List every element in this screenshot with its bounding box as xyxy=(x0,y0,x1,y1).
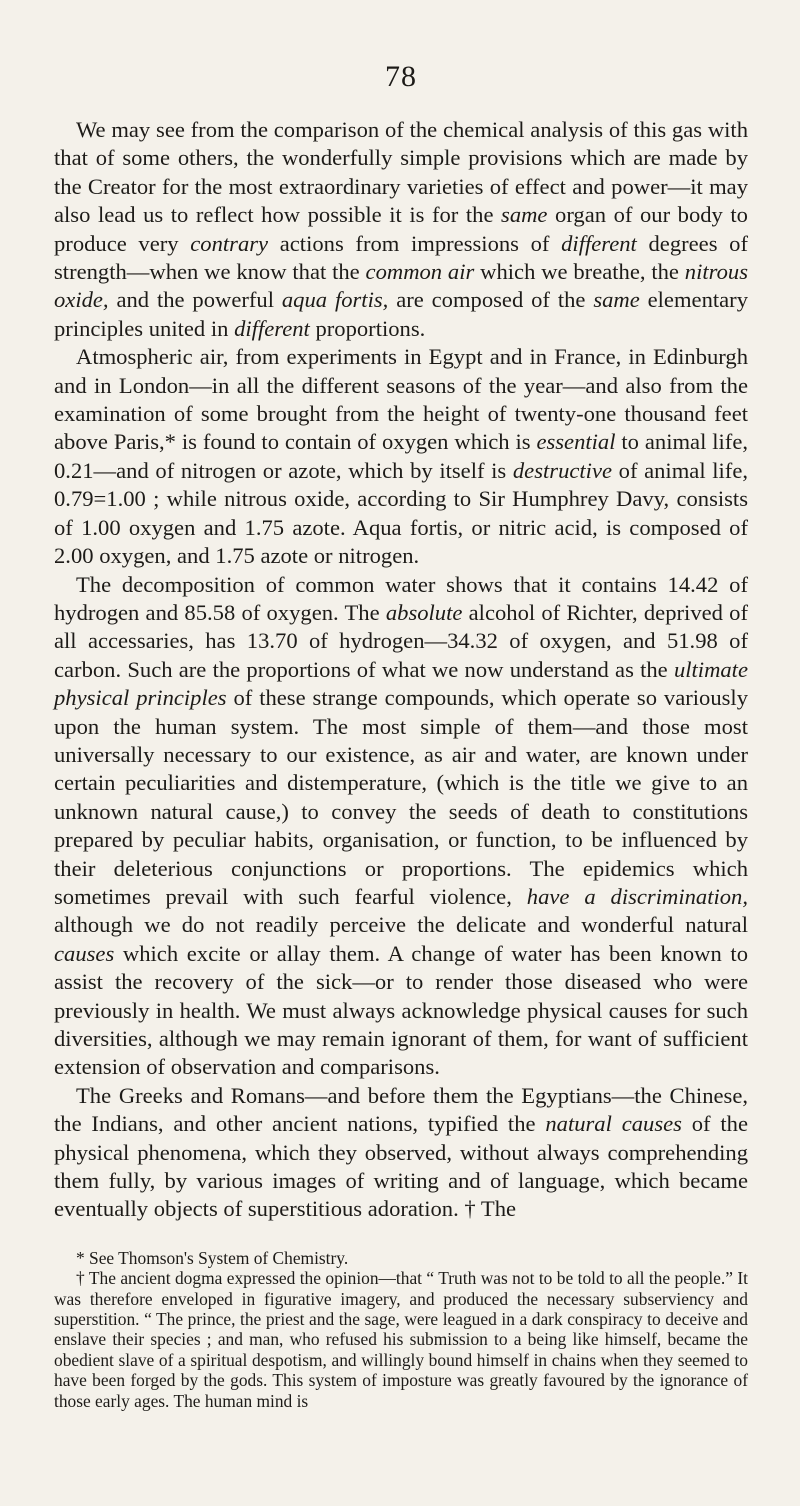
text-run: which excite or allay them. A change of water has been known to assist the recovery of the sick—or to render those diseased who were previously in health. We must always acknowledge physical causes for such diversities, although we may remain ignorant of them, for want of sufficient extension of observation and comparisons. xyxy=(54,940,748,1080)
italic-text: nitrous oxide, xyxy=(54,259,748,313)
text-run: of the physical phenomena, which they observed, without always comprehending them fully, by various images of writing and of language, which became eventually objects of superstitious adoration. † The xyxy=(54,1111,748,1222)
italic-text: same xyxy=(501,202,548,228)
italic-text: have a discrimination, xyxy=(526,883,748,909)
text-run: actions from impressions of xyxy=(268,230,562,256)
italic-text: essential xyxy=(536,429,616,455)
italic-text: destructive xyxy=(512,457,612,483)
paragraph xyxy=(54,1082,748,1224)
italic-text: causes xyxy=(54,940,115,966)
italic-text: same xyxy=(593,287,640,313)
text-run: organ of our body to produce very xyxy=(54,202,748,256)
text-run: although we do not readily perceive the delicate and wonderful natural xyxy=(54,912,748,938)
body-text xyxy=(54,116,748,1224)
text-run: of these strange compounds, which operate so variously upon the human system. The most simple of them—and those most universally necessary to our existence, as air and water, are known under certain peculiarities and distemperature, (which is the title we give to an unknown natural cause,) to convey the seeds of death to constitutions prepared by peculiar habits, organisation, or function, to be influenced by their deleterious conjunctions or proportions. The epidemics which sometimes prevail with such fearful violence, xyxy=(54,685,749,909)
text-run: which we breathe, the xyxy=(474,259,685,285)
italic-text: absolute xyxy=(385,599,463,625)
text-run: degrees of strength—when we know that the xyxy=(54,230,748,285)
text-run: The Greeks and Romans—and before them the Egyptians—the Chinese, the Indians, and other ancient nations, typified the xyxy=(54,1082,748,1137)
italic-text: different xyxy=(234,315,310,341)
footnotes xyxy=(54,1248,748,1411)
page-number: 78 xyxy=(385,60,417,93)
italic-text: contrary xyxy=(190,230,269,256)
paragraph xyxy=(54,116,748,343)
paragraph xyxy=(54,343,748,570)
text-run: The decomposition of common water shows that it contains 14.42 of hydrogen and 85.58 of oxygen. The xyxy=(54,571,748,625)
text-run: and the powerful xyxy=(108,287,282,313)
paragraph xyxy=(54,571,748,1082)
text-run: proportions. xyxy=(309,315,426,341)
italic-text: common air xyxy=(365,259,475,285)
italic-text: ultimate physical principles xyxy=(54,656,748,711)
text-run: We may see from the comparison of the chemical analysis of this gas with that of some others, the wonderfully simple provisions which are made by the Creator for the most extraordinary varieties of effect and power—it may also lead us to reflect how possible it is for the xyxy=(54,117,748,228)
italic-text: natural causes xyxy=(545,1111,682,1137)
italic-text: aqua fortis, xyxy=(281,287,389,313)
text-run: are composed of the xyxy=(388,287,594,313)
text-run: elementary principles united in xyxy=(54,287,748,341)
text-run: Atmospheric air, from experiments in Egypt and in France, in Edinburgh and in London—in all the different seasons of the year—and also from the examination of some brought from the height of twenty-one thousand feet above Paris,* is found to contain of oxygen which is xyxy=(54,344,748,455)
text-run: of animal life, 0.79=1.00 ; while nitrous oxide, according to Sir Humphrey Davy, consists of 1.00 oxygen and 1.75 azote. Aqua fortis, or nitric acid, is composed of 2.00 oxygen, and 1.75 azote or nitrogen. xyxy=(54,457,748,569)
footnote: † The ancient dogma expressed the opinion—that “ Truth was not to be told to all the people.” It was therefore enveloped in figurative imagery, and produced the necessary subserviency and superstition. “ The prince, the priest and the sage, were leagued in a dark conspiracy to deceive and enslave their species ; and man, who refused his submission to a being like himself, became the obedient slave of a spiritual despotism, and willingly bound himself in chains when they seemed to have been forged by the gods. This system of imposture was greatly favoured by the ignorance of those early ages. The human mind is xyxy=(54,1268,748,1411)
footnote: * See Thomson's System of Chemistry. xyxy=(76,1247,349,1268)
text-run: to animal life, 0.21—and of nitrogen or azote, which by itself is xyxy=(54,429,748,483)
text-run: alcohol of Richter, deprived of all accessaries, has 13.70 of hydrogen—34.32 of oxygen, and 51.98 of carbon. Such are the proportions of what we now understand as the xyxy=(54,599,748,682)
italic-text: different xyxy=(561,230,637,256)
